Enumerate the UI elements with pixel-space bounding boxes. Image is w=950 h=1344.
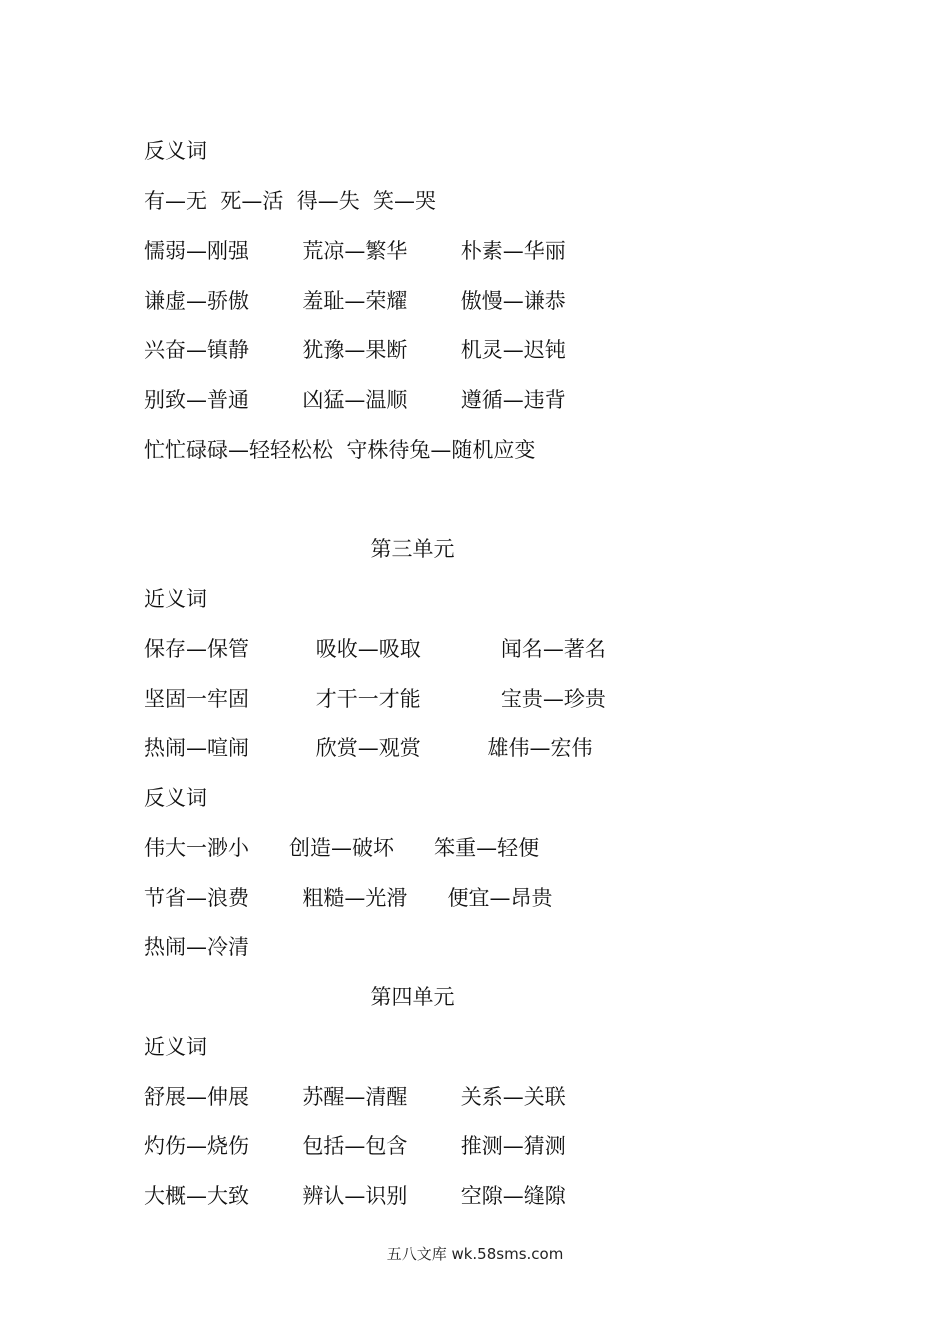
word-pair-line: 有—无 死—活 得—失 笑—哭 (144, 189, 437, 213)
heading-synonyms: 近义词 (144, 1035, 207, 1059)
heading-synonyms: 近义词 (144, 587, 207, 611)
word-pair-line: 别致—普通 凶猛—温顺 遵循—违背 (144, 388, 566, 412)
unit-title: 第四单元 (370, 985, 455, 1009)
word-pair-line: 忙忙碌碌—轻轻松松 守株待兔—随机应变 (144, 438, 536, 462)
heading-antonyms: 反义词 (144, 786, 207, 810)
footer-watermark: 五八文库 wk.58sms.com (386, 1245, 564, 1263)
word-pair-line: 伟大一渺小 创造—破坏 笨重—轻便 (144, 836, 540, 860)
word-pair-line: 大概—大致 辨认—识别 空隙—缝隙 (144, 1184, 566, 1208)
word-pair-line: 谦虚—骄傲 羞耻—荣耀 傲慢—谦恭 (144, 289, 566, 313)
word-pair-line: 懦弱—刚强 荒凉—繁华 朴素—华丽 (144, 239, 566, 263)
word-pair-line: 灼伤—烧伤 包括—包含 推测—猜测 (144, 1134, 566, 1158)
heading-antonyms: 反义词 (144, 139, 207, 163)
word-pair-line: 坚固一牢固 才干一才能 宝贵—珍贵 (144, 687, 606, 711)
word-pair-line: 兴奋—镇静 犹豫—果断 机灵—迟钝 (144, 338, 566, 362)
word-pair-line: 舒展—伸展 苏醒—清醒 关系—关联 (144, 1085, 566, 1109)
word-pair-line: 节省—浪费 粗糙—光滑 便宜—昂贵 (144, 886, 553, 910)
word-pair-line: 热闹—冷清 (144, 935, 249, 959)
word-pair-line: 热闹—喧闹 欣赏—观赏 雄伟—宏伟 (144, 736, 593, 760)
unit-title: 第三单元 (370, 537, 455, 561)
word-pair-line: 保存—保管 吸收—吸取 闻名—著名 (144, 637, 606, 661)
